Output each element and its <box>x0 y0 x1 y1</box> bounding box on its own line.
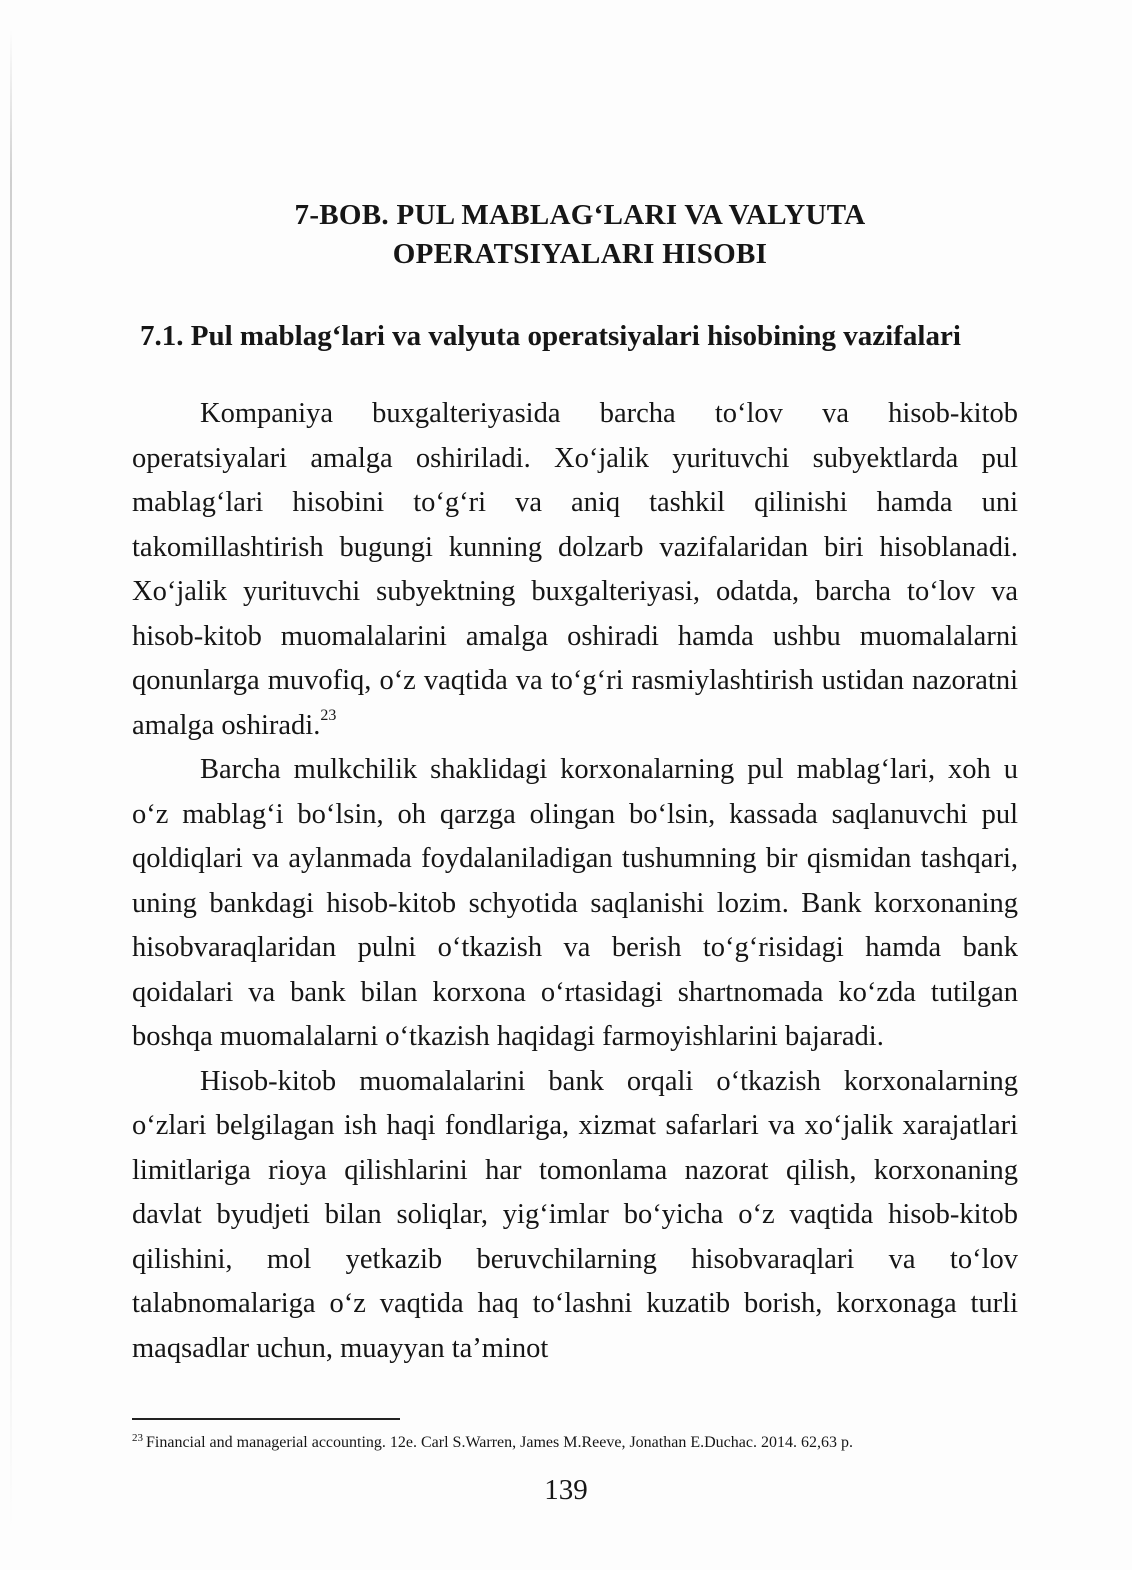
footnote-reference: 23 <box>320 706 337 724</box>
footnote-number: 23 <box>132 1432 143 1444</box>
paragraph-2: Barcha mulkchilik shaklidagi korxonalarning pul mablag‘lari, xoh u o‘z mablag‘i bo‘lsin, oh qarzga olingan bo‘lsin, kassada saqlanuvchi pul qoldiqlari va aylanmada foydalaniladigan tushumning bir qismidan tashqari, uning bankdagi hisob-kitob schyotida saqlanishi lozim. Bank korxonaning hisobvaraqlaridan pulni o‘tkazish va berish to‘g‘risidagi hamda bank qoidalari va bank bilan korxona o‘rtasidagi shartnomada ko‘zda tutilgan boshqa muomalalarni o‘tkazish haqidagi farmoyishlarini bajaradi. <box>132 754 1018 1052</box>
footnote-text: Financial and managerial accounting. 12e. Carl S.Warren, James M.Reeve, Jonathan E.Duchac. 2014. 62,63 p. <box>146 1434 853 1451</box>
paragraph-3: Hisob-kitob muomalalarini bank orqali o‘tkazish korxonalarning o‘zlari belgilagan ish haqi fondlariga, xizmat safarlari va xo‘jalik xarajatlari limitlariga rioya qilishlarini har tomonlama nazorat qilish, korxonaning davlat byudjeti bilan soliqlar, yig‘imlar bo‘yicha o‘z vaqtida hisob-kitob qilishini, mol yetkazib beruvchilarning hisobvaraqlari va to‘lov talabnomalariga o‘z vaqtida haq to‘lashni kuzatib borish, korxonaga turli maqsadlar uchun, muayyan ta’minot <box>132 1065 1018 1364</box>
paragraph-1 <box>132 392 1018 748</box>
page-number: 139 <box>544 1474 588 1506</box>
chapter-title <box>160 196 1000 274</box>
chapter-title-line-2: OPERATSIYALARI HISOBI <box>392 238 768 270</box>
footnote <box>132 1432 1012 1454</box>
chapter-title-line-1: 7-BOB. PUL MABLAG‘LARI VA VALYUTA <box>294 199 866 231</box>
section-title: 7.1. Pul mablag‘lari va valyuta operatsiyalari hisobining vazifalari <box>140 320 961 352</box>
body-text <box>132 392 1018 1371</box>
footnote-divider <box>132 1418 400 1420</box>
paragraph-1-text: Kompaniya buxgalteriyasida barcha to‘lov va hisob-kitob operatsiyalari amalga oshiriladi. Xo‘jalik yurituvchi subyektlarda pul mablag‘lari hisobini to‘g‘ri va aniq tashkil qilinishi hamda uni takomillashtirish bugungi kunning dolzarb vazifalaridan biri hisoblanadi. Xo‘jalik yurituvchi subyektning buxgalteriyasi, odatda, barcha to‘lov va hisob-kitob muomalalarini amalga oshiradi hamda ushbu muomalalarni qonunlarga muvofiq, o‘z vaqtida va to‘g‘ri rasmiylashtirish ustidan nazoratni amalga oshiradi. <box>132 398 1018 741</box>
page-edge-shadow <box>10 30 12 1530</box>
